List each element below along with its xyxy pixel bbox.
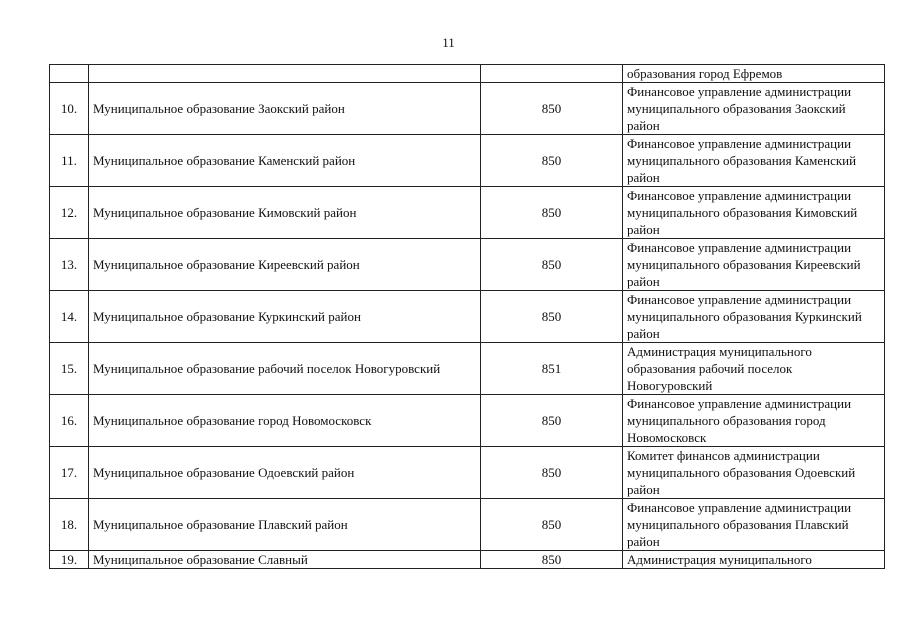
org-cell: Финансовое управление администрации муниципального образования Заокский район <box>623 83 885 135</box>
row-number-cell: 13. <box>50 239 89 291</box>
code-cell: 850 <box>481 83 623 135</box>
row-number-cell <box>50 65 89 83</box>
entity-name-cell: Муниципальное образование Кимовский район <box>89 187 481 239</box>
code-cell: 850 <box>481 395 623 447</box>
table-row <box>50 499 885 551</box>
org-cell: Финансовое управление администрации муниципального образования Киреевский район <box>623 239 885 291</box>
table-row <box>50 343 885 395</box>
code-cell: 850 <box>481 187 623 239</box>
row-number-cell: 11. <box>50 135 89 187</box>
table-row <box>50 395 885 447</box>
entity-name-cell: Муниципальное образование Плавский район <box>89 499 481 551</box>
entity-name-cell: Муниципальное образование рабочий поселок Новогуровский <box>89 343 481 395</box>
org-cell: Администрация муниципального <box>623 551 885 569</box>
code-cell: 851 <box>481 343 623 395</box>
org-cell: Комитет финансов администрации муниципального образования Одоевский район <box>623 447 885 499</box>
entity-name-cell <box>89 65 481 83</box>
entity-name-cell: Муниципальное образование город Новомосковск <box>89 395 481 447</box>
org-cell: образования город Ефремов <box>623 65 885 83</box>
table-row <box>50 65 885 83</box>
entity-name-cell: Муниципальное образование Славный <box>89 551 481 569</box>
code-cell: 850 <box>481 135 623 187</box>
code-cell: 850 <box>481 239 623 291</box>
entity-name-cell: Муниципальное образование Куркинский район <box>89 291 481 343</box>
row-number-cell: 17. <box>50 447 89 499</box>
org-cell: Финансовое управление администрации муниципального образования Кимовский район <box>623 187 885 239</box>
entity-name-cell: Муниципальное образование Заокский район <box>89 83 481 135</box>
code-cell: 850 <box>481 291 623 343</box>
table-row <box>50 551 885 569</box>
org-cell: Финансовое управление администрации муниципального образования Куркинский район <box>623 291 885 343</box>
page-number: 11 <box>442 35 455 50</box>
table-row <box>50 135 885 187</box>
org-cell: Финансовое управление администрации муниципального образования город Новомосковск <box>623 395 885 447</box>
row-number-cell: 12. <box>50 187 89 239</box>
code-cell: 850 <box>481 551 623 569</box>
code-cell: 850 <box>481 499 623 551</box>
entity-name-cell: Муниципальное образование Каменский район <box>89 135 481 187</box>
table-row <box>50 239 885 291</box>
row-number-cell: 18. <box>50 499 89 551</box>
entity-name-cell: Муниципальное образование Одоевский район <box>89 447 481 499</box>
code-cell <box>481 65 623 83</box>
table-row <box>50 447 885 499</box>
row-number-cell: 14. <box>50 291 89 343</box>
row-number-cell: 10. <box>50 83 89 135</box>
budget-recipients-table <box>49 64 885 569</box>
row-number-cell: 16. <box>50 395 89 447</box>
entity-name-cell: Муниципальное образование Киреевский район <box>89 239 481 291</box>
code-cell: 850 <box>481 447 623 499</box>
org-cell: Финансовое управление администрации муниципального образования Плавский район <box>623 499 885 551</box>
table-row <box>50 187 885 239</box>
table-row <box>50 83 885 135</box>
org-cell: Финансовое управление администрации муниципального образования Каменский район <box>623 135 885 187</box>
row-number-cell: 19. <box>50 551 89 569</box>
org-cell: Администрация муниципального образования рабочий поселок Новогуровский <box>623 343 885 395</box>
table-row <box>50 291 885 343</box>
row-number-cell: 15. <box>50 343 89 395</box>
